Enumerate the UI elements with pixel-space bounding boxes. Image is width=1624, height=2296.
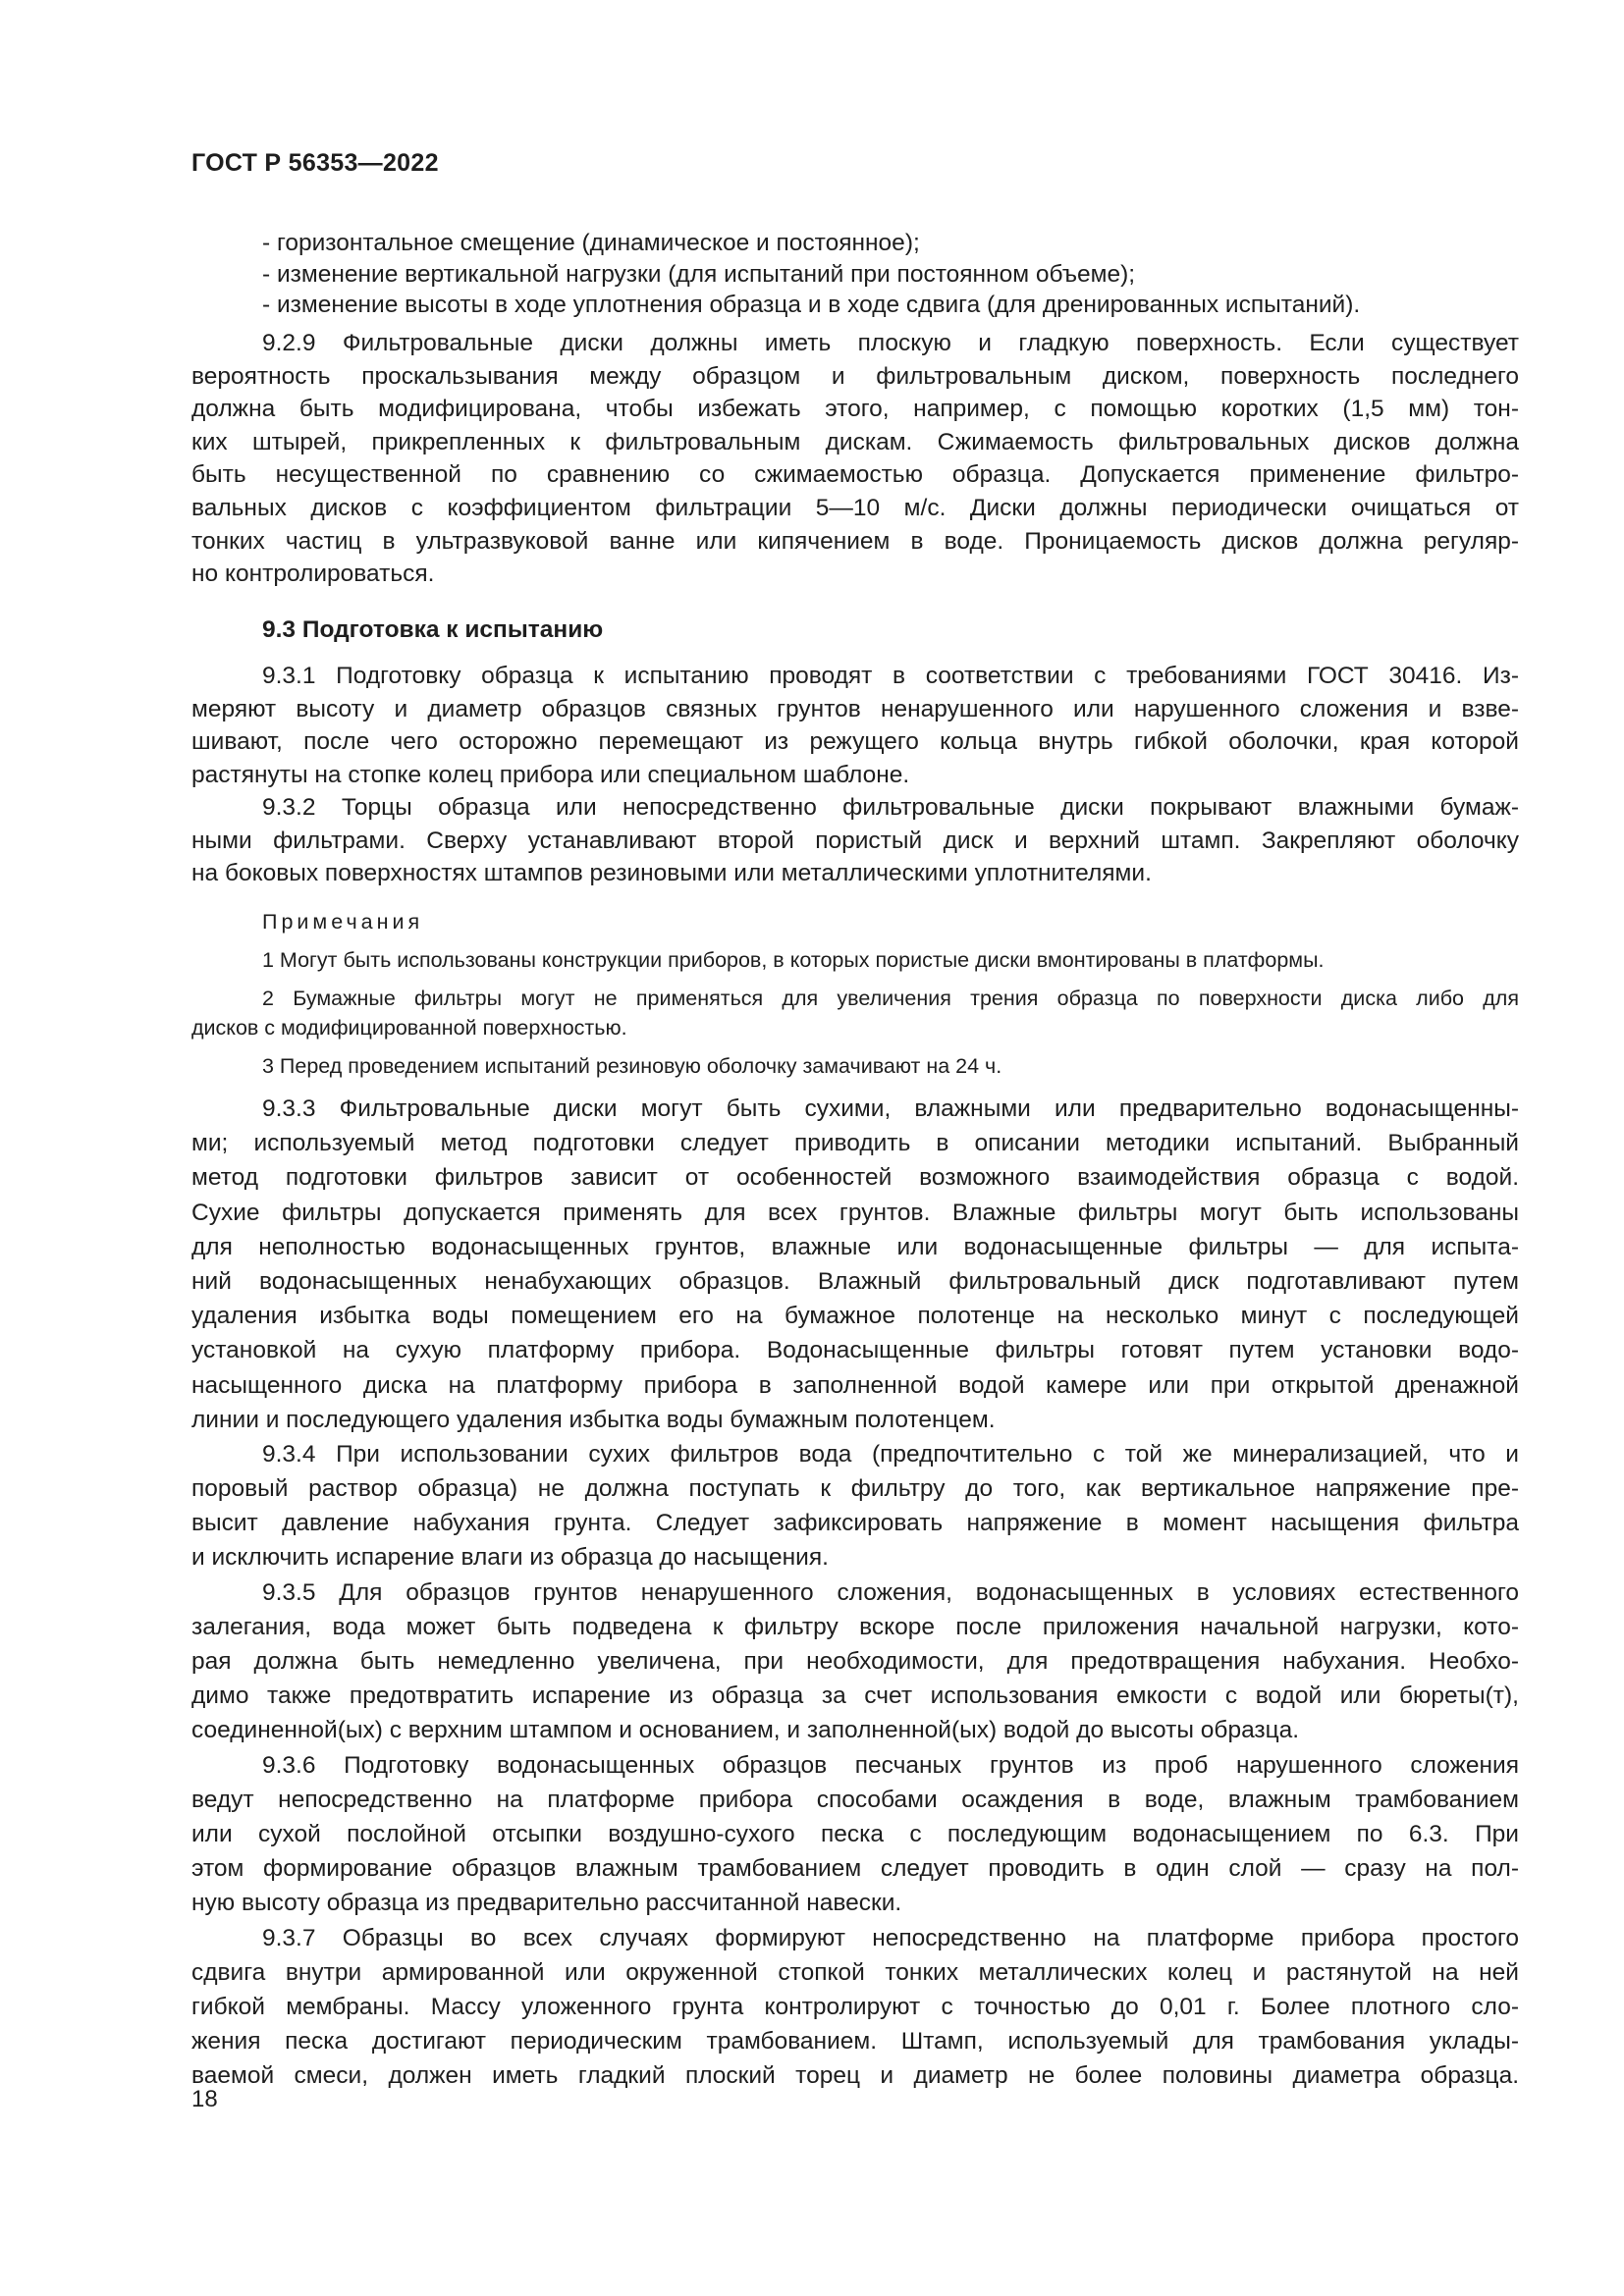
text-line: тонких частиц в ультразвуковой ванне или кипячением в воде. Проницаемость дисков должна регуляр-	[191, 527, 1519, 555]
text-line: должна быть модифицирована, чтобы избежать этого, например, с помощью коротких (1,5 мм) тон-	[191, 396, 1519, 423]
text-line: удаления избытка воды помещением его на бумажное полотенце на несколько минут с последующей	[191, 1303, 1519, 1330]
text-line: 9.3.5 Для образцов грунтов ненарушенного сложения, водонасыщенных в условиях естественного	[262, 1578, 1519, 1606]
bullet-list	[191, 228, 1519, 321]
paragraph-9-3-1	[191, 660, 1519, 791]
list-item: - изменение высоты в ходе уплотнения образца и в ходе сдвига (для дренированных испытаний).	[262, 292, 1361, 318]
text-line: вероятность проскальзывания между образцом и фильтровальным диском, поверхность последнего	[191, 362, 1519, 390]
page-number: 18	[191, 2086, 218, 2112]
note-2-cont: дисков с модифицированной поверхностью.	[191, 1016, 627, 1040]
text-line: насыщенного диска на платформу прибора в заполненной водой камере или при открытой дренажной	[191, 1371, 1519, 1399]
text-line: ких штырей, прикрепленных к фильтровальным дискам. Сжимаемость фильтровальных дисков должна	[191, 428, 1519, 455]
text-line: высит давление набухания грунта. Следует зафиксировать напряжение в момент насыщения фильтра	[191, 1510, 1519, 1537]
text-line: ми; используемый метод подготовки следует приводить в описании методики испытаний. Выбранный	[191, 1130, 1519, 1157]
text-line: ваемой смеси, должен иметь гладкий плоский торец и диаметр не более половины диаметра образца.	[191, 2062, 1519, 2090]
text-line: ний водонасыщенных ненабухающих образцов. Влажный фильтровальный диск подготавливают путем	[191, 1267, 1519, 1295]
text-line: установкой на сухую платформу прибора. Водонасыщенные фильтры готовят путем установки водо-	[191, 1337, 1519, 1364]
text-line: или сухой послойной отсыпки воздушно-сухого песка с последующим водонасыщением по 6.3. При	[191, 1820, 1519, 1847]
text-line: быть несущественной по сравнению со сжимаемостью образца. Допускается применение фильтро-	[191, 461, 1519, 489]
section-heading	[191, 614, 1519, 647]
text-line: поровый раствор образца) не должна поступать к фильтру до того, как вертикальное напряжение пре-	[191, 1475, 1519, 1503]
text-line: жения песка достигают периодическим трамбованием. Штамп, используемый для трамбования уклады-	[191, 2028, 1519, 2056]
note-1: 1 Могут быть использованы конструкции приборов, в которых пористые диски вмонтированы в платформы.	[262, 948, 1325, 972]
text-line: 9.3.1 Подготовку образца к испытанию проводят в соответствии с требованиями ГОСТ 30416. Из-	[262, 663, 1519, 689]
notes-block	[191, 907, 1519, 1081]
text-line: шивают, после чего осторожно перемещают из режущего кольца внутрь гибкой оболочки, края которой	[191, 728, 1519, 756]
text-line: ными фильтрами. Сверху устанавливают второй пористый диск и верхний штамп. Закрепляют оболочку	[191, 827, 1519, 854]
text-line: вальных дисков с коэффициентом фильтрации 5—10 м/с. Диски должны периодически очищаться от	[191, 494, 1519, 521]
paragraph-9-2-9	[191, 327, 1519, 591]
text-line: 9.3.2 Торцы образца или непосредственно фильтровальные диски покрывают влажными бумаж-	[262, 794, 1519, 821]
text-line: 9.3.6 Подготовку водонасыщенных образцов песчаных грунтов из проб нарушенного сложения	[262, 1751, 1519, 1779]
text-line: димо также предотвратить испарение из образца за счет использования емкости с водой или бюреты(т),	[191, 1682, 1519, 1710]
text-line: на боковых поверхностях штампов резиновыми или металлическими уплотнителями.	[191, 860, 1152, 887]
text-line: этом формирование образцов влажным трамбованием следует проводить в один слой — сразу на пол-	[191, 1855, 1519, 1883]
list-item: - изменение вертикальной нагрузки (для испытаний при постоянном объеме);	[262, 260, 1136, 288]
text-line: линии и последующего удаления избытка воды бумажным полотенцем.	[191, 1406, 996, 1433]
paragraph-9-3-2	[191, 791, 1519, 890]
text-line: ную высоту образца из предварительно рассчитанной навески.	[191, 1890, 902, 1917]
text-line: метод подготовки фильтров зависит от особенностей возможного взаимодействия образца с водой.	[191, 1164, 1519, 1192]
text-line: 9.3.3 Фильтровальные диски могут быть сухими, влажными или предварительно водонасыщенны-	[262, 1095, 1519, 1122]
note-2: 2 Бумажные фильтры могут не применяться для увеличения трения образца по поверхности диска либо для	[262, 987, 1519, 1010]
text-line: 9.2.9 Фильтровальные диски должны иметь плоскую и гладкую поверхность. Если существует	[262, 330, 1519, 356]
text-line: гибкой мембраны. Массу уложенного грунта контролируют с точностью до 0,01 г. Более плотного сло-	[191, 1993, 1519, 2020]
text-line: Сухие фильтры допускается применять для всех грунтов. Влажные фильтры могут быть использованы	[191, 1199, 1519, 1226]
document-header: ГОСТ Р 56353—2022	[191, 149, 439, 177]
text-line: но контролироваться.	[191, 561, 435, 588]
text-line: 9.3.4 При использовании сухих фильтров вода (предпочтительно с той же минерализацией, что и	[262, 1440, 1519, 1468]
text-line: и исключить испарение влаги из образца до насыщения.	[191, 1544, 829, 1572]
heading-text: 9.3 Подготовка к испытанию	[262, 616, 604, 643]
text-line: для неполностью водонасыщенных грунтов, влажные или водонасыщенные фильтры — для испыта-	[191, 1233, 1519, 1260]
text-line: рая должна быть немедленно увеличена, при необходимости, для предотвращения набухания. Необхо-	[191, 1648, 1519, 1675]
text-line: ведут непосредственно на платформе прибора способами осаждения в воде, влажным трамбованием	[191, 1786, 1519, 1813]
notes-title: Примечания	[262, 910, 424, 934]
list-item: - горизонтальное смещение (динамическое и постоянное);	[262, 230, 920, 256]
text-line: растянуты на стопке колец прибора или специальном шаблоне.	[191, 761, 910, 788]
text-line: сдвига внутри армированной или окруженной стопкой тонких металлических колец и растянутой на ней	[191, 1958, 1519, 1986]
text-line: соединенной(ых) с верхним штампом и основанием, и заполненной(ых) водой до высоты образца.	[191, 1717, 1300, 1744]
paragraphs-9-3-3-to-9-3-7	[191, 1092, 1519, 2093]
note-3: 3 Перед проведением испытаний резиновую оболочку замачивают на 24 ч.	[262, 1054, 1002, 1078]
text-line: меряют высоту и диаметр образцов связных грунтов ненарушенного или нарушенного сложения и взве-	[191, 695, 1519, 722]
text-line: 9.3.7 Образцы во всех случаях формируют непосредственно на платформе прибора простого	[262, 1924, 1519, 1951]
text-line: залегания, вода может быть подведена к фильтру вскоре после приложения начальной нагрузки, кото-	[191, 1613, 1519, 1640]
